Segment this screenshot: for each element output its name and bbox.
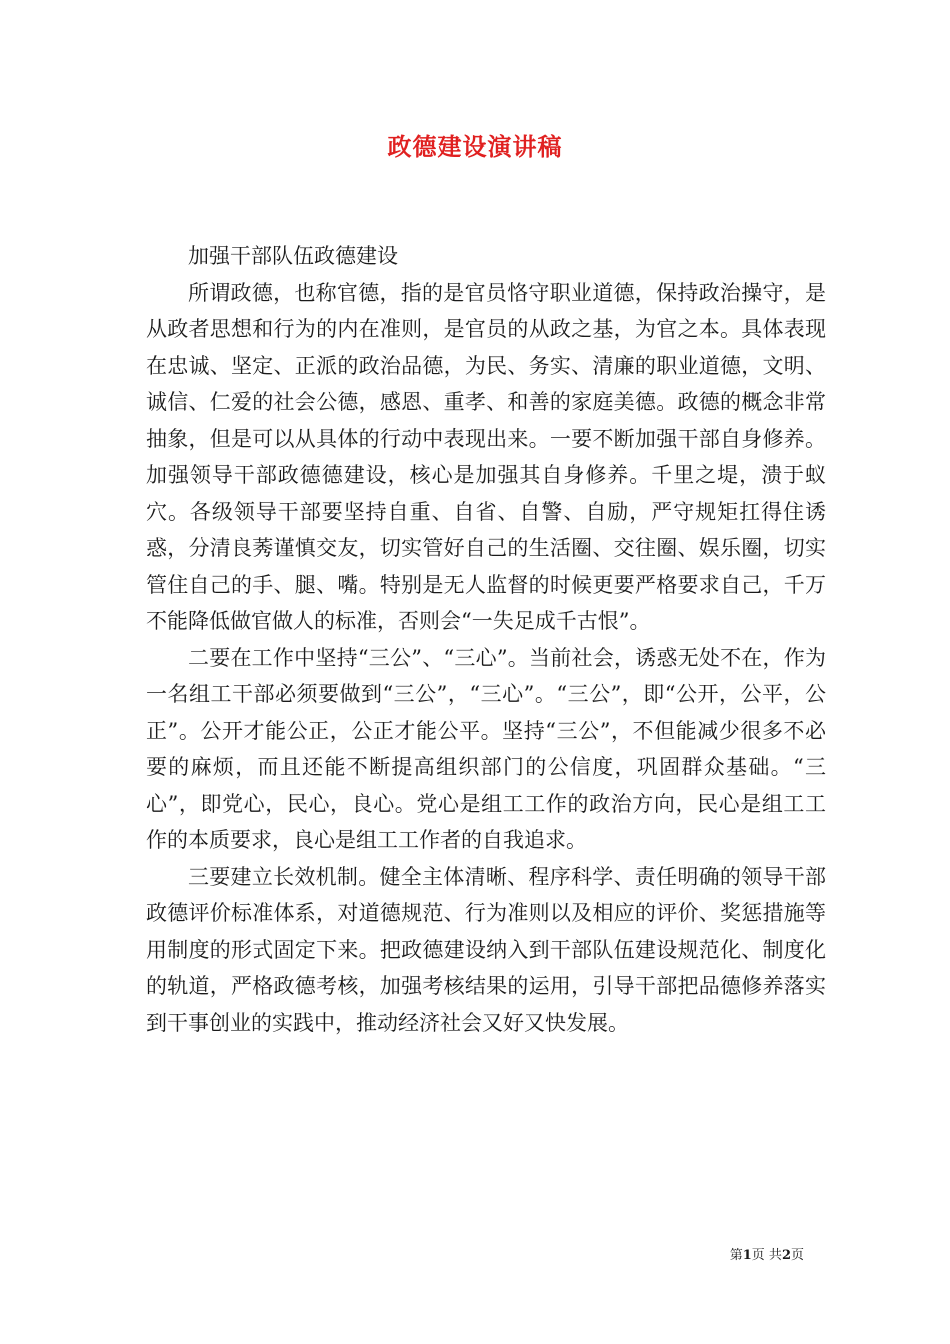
footer-suffix: 页 (790, 1248, 804, 1263)
footer-current-page: 1 (742, 1248, 752, 1263)
paragraph-2: 二要在工作中坚持“三公”、“三心”。当前社会，诱惑无处不在，作为一名组工干部必须要做到“三公”，“三心”。“三公”，即“公开，公平，公正”。公开才能公正，公正才能公平。坚持“三公”，不但能减少很多不必要的麻烦，而且还能不断提高组织部门的公信度，巩固群众基础。“三心”，即党心，民心，良心。党心是组工工作的政治方向，民心是组工工作的本质要求，良心是组工工作者的自我追求。 (146, 645, 826, 852)
paragraph-1: 所谓政德，也称官德，指的是官员恪守职业道德，保持政治操守，是从政者思想和行为的内在准则，是官员的从政之基，为官之本。具体表现在忠诚、坚定、正派的政治品德，为民、务实、清廉的职业道德，文明、诚信、仁爱的社会公德，感恩、重孝、和善的家庭美德。政德的概念非常抽象，但是可以从具体的行动中表现出来。一要不断加强干部自身修养。加强领导干部政德德建设，核心是加强其自身修养。千里之堤，溃于蚁穴。各级领导干部要坚持自重、自省、自警、自励，严守规矩扛得住诱惑，分清良莠谨慎交友，切实管好自己的生活圈、交往圈、娱乐圈，切实管住自己的手、腿、嘴。特别是无人监督的时候更要严格要求自己，千万不能降低做官做人的标准，否则会“一失足成千古恨”。 (146, 280, 826, 633)
footer-middle: 页 共 (751, 1248, 782, 1263)
paragraph-3: 三要建立长效机制。健全主体清晰、程序科学、责任明确的领导干部政德评价标准体系，对道德规范、行为准则以及相应的评价、奖惩措施等用制度的形式固定下来。把政德建设纳入到干部队伍建设规范化、制度化的轨道，严格政德考核，加强考核结果的运用，引导干部把品德修养落实到干事创业的实践中，推动经济社会又好又快发展。 (146, 864, 826, 1035)
footer-total-pages: 2 (781, 1248, 791, 1263)
footer-prefix: 第 (729, 1248, 743, 1263)
page-number-footer (730, 1247, 804, 1265)
page-title: 政德建设演讲稿 (387, 132, 563, 161)
section-subheading: 加强干部队伍政德建设 (188, 244, 398, 268)
document-body (146, 238, 826, 1041)
